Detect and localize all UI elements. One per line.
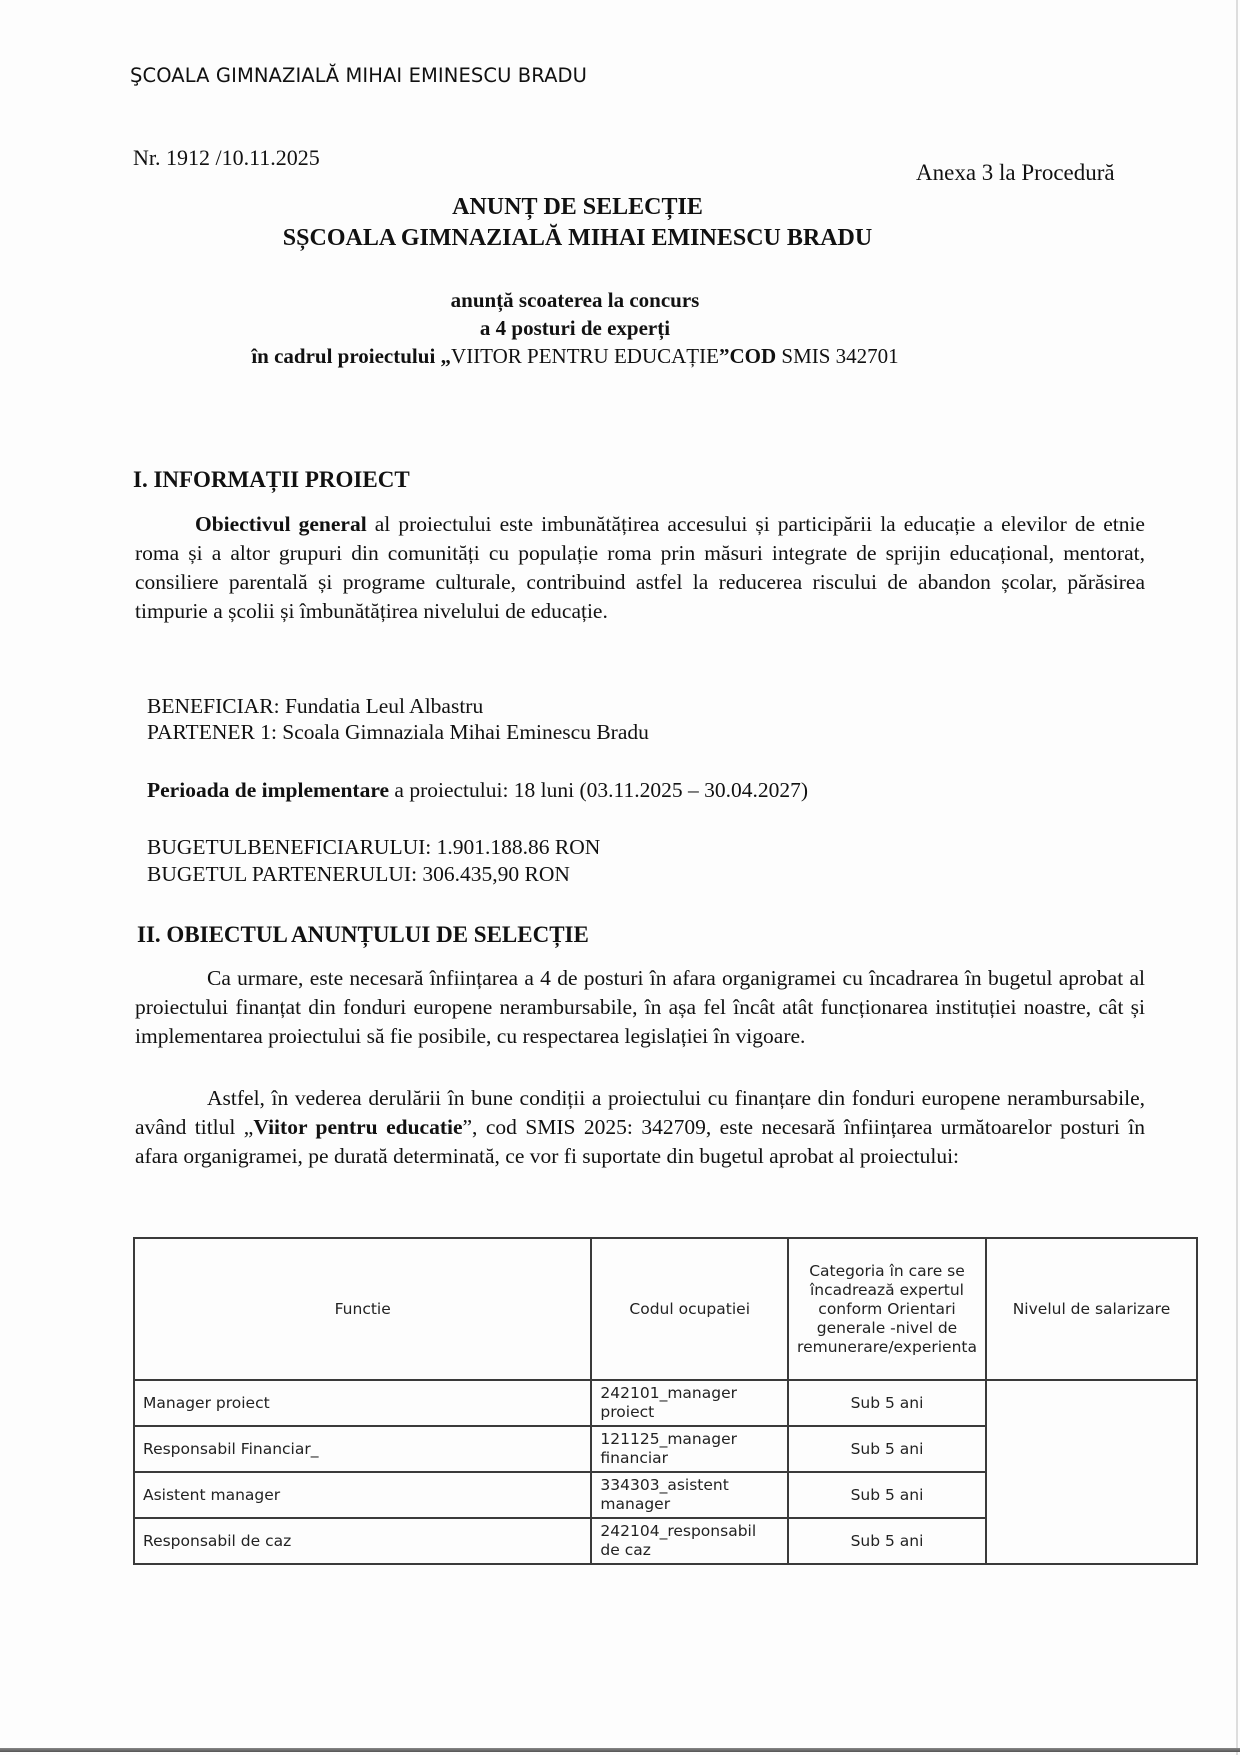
- period-text: a proiectului: 18 luni (03.11.2025 – 30.04.2027): [389, 778, 809, 802]
- objective-paragraph: [135, 510, 1145, 626]
- cell-function: Responsabil Financiar_: [134, 1426, 591, 1472]
- selection-paragraph-1-text: Ca urmare, este necesară înființarea a 4 de posturi în afara organigramei cu încadrarea în bugetul aprobat al proiectului finanțat din fonduri europene nerambursabile, în așa fel încât atât funcționarea instituției noastre, cât și implementarea proiectului să fie posibile, cu respectarea legislației în vigoare.: [135, 966, 1145, 1048]
- selection-paragraph-2: [135, 1084, 1145, 1171]
- cell-occupation-code: 242101_manager proiect: [591, 1380, 788, 1426]
- annex-label: Anexa 3 la Procedură: [916, 160, 1115, 185]
- positions-table: [133, 1237, 1198, 1565]
- header-function: Functie: [134, 1238, 591, 1380]
- cell-occupation-code: 334303_asistent manager: [591, 1472, 788, 1518]
- partner-line: PARTENER 1: Scoala Gimnaziala Mihai Eminescu Bradu: [147, 720, 649, 744]
- cell-salary-level: [986, 1380, 1197, 1564]
- project-title-bold: Viitor pentru educatie: [253, 1115, 463, 1139]
- scan-edge-bottom: [0, 1748, 1240, 1752]
- cell-category: Sub 5 ani: [788, 1518, 986, 1564]
- announcement-subtitle-1: anunță scoaterea la concurs: [450, 288, 700, 312]
- cell-function: Responsabil de caz: [134, 1518, 591, 1564]
- announcement-subtitle-3: [0, 344, 1150, 369]
- cell-category: Sub 5 ani: [788, 1472, 986, 1518]
- header-salary-level: Nivelul de salarizare: [986, 1238, 1197, 1380]
- implementation-period: [147, 778, 808, 803]
- document-number: Nr. 1912 /10.11.2025: [133, 145, 320, 170]
- budget-partner: BUGETUL PARTENERULUI: 306.435,90 RON: [147, 862, 570, 886]
- scan-edge-right: [1236, 0, 1238, 1755]
- objective-text: al proiectului este imbunătățirea accesului și participării la educație a elevilor de etnie roma și a altor grupuri din comunități cu populație roma prin măsuri integrate de sprijin educațional, mentorat, consiliere parentală și programe culturale, contribuind astfel la reducerea riscului de abandon școlar, părăsirea timpurie a școlii și îmbunătățirea nivelului de educație.: [135, 512, 1145, 623]
- selection-paragraph-2b: ”, cod SMIS 2025: 342709, este necesară înființarea următoarelor posturi în afara organigramei, pe durată determinată, ce vor fi suportate din bugetul aprobat al proiectului:: [135, 1115, 1145, 1168]
- table-header-row: [134, 1238, 1197, 1380]
- section-2-heading: II. OBIECTUL ANUNȚULUI DE SELECȚIE: [137, 922, 589, 947]
- header-occupation-code: Codul ocupatiei: [591, 1238, 788, 1380]
- school-header: ŞCOALA GIMNAZIALĂ MIHAI EMINESCU BRADU: [130, 64, 588, 87]
- objective-label: Obiectivul general: [195, 512, 367, 536]
- header-category: Categoria în care se încadrează expertul conform Orientari generale -nivel de remunerare/experienta: [788, 1238, 986, 1380]
- cell-occupation-code: 121125_manager financiar: [591, 1426, 788, 1472]
- budget-beneficiary: BUGETULBENEFICIARULUI: 1.901.188.86 RON: [147, 835, 601, 859]
- selection-paragraph-2a: Astfel, în vederea derulării în bune condiții a proiectului cu finanțare din fonduri europene nerambursabile, având titlul „: [135, 1086, 1145, 1139]
- announcement-subtitle-2: a 4 posturi de experți: [479, 316, 671, 340]
- announcement-school: SȘCOALA GIMNAZIALĂ MIHAI EMINESCU BRADU: [282, 225, 873, 251]
- beneficiary-line: BENEFICIAR: Fundatia Leul Albastru: [147, 694, 484, 718]
- table-row: [134, 1380, 1197, 1426]
- announcement-title: ANUNȚ DE SELECȚIE: [452, 194, 703, 220]
- project-cod: ”COD: [718, 344, 777, 368]
- project-smis: SMIS 342701: [776, 344, 899, 368]
- period-label: Perioada de implementare: [147, 778, 390, 802]
- cell-category: Sub 5 ani: [788, 1426, 986, 1472]
- section-1-heading: I. INFORMAȚII PROIECT: [133, 467, 410, 492]
- cell-function: Asistent manager: [134, 1472, 591, 1518]
- project-prefix: în cadrul proiectului „: [251, 344, 452, 368]
- cell-occupation-code: 242104_responsabil de caz: [591, 1518, 788, 1564]
- cell-category: Sub 5 ani: [788, 1380, 986, 1426]
- cell-function: Manager proiect: [134, 1380, 591, 1426]
- project-name: VIITOR PENTRU EDUCAȚIE: [451, 344, 719, 368]
- selection-paragraph-1: [135, 964, 1145, 1051]
